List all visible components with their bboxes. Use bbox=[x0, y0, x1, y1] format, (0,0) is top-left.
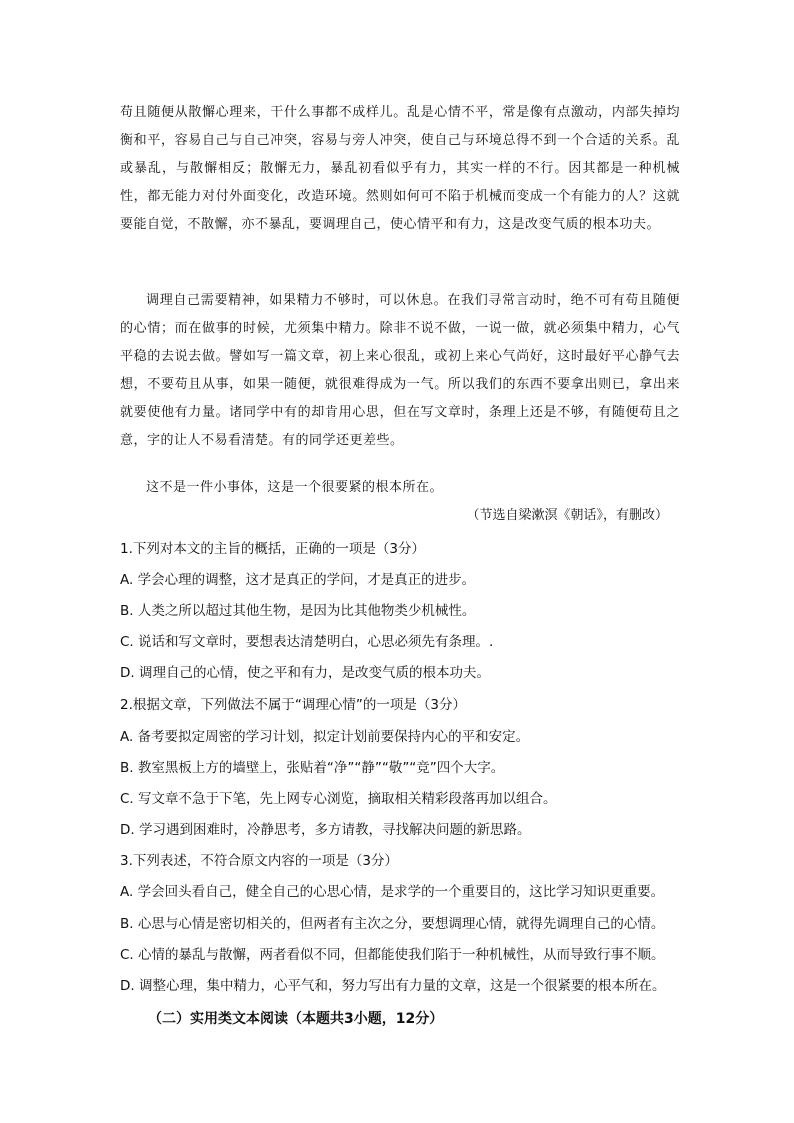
question-1-option-c: C. 说话和写文章时，要想表达清楚明白，心思必须先有条理。. bbox=[120, 634, 494, 650]
question-3-option-c: C. 心情的暴乱与散懈，两者看似不同，但都能使我们陷于一种机械性，从而导致行事不顺。 bbox=[120, 947, 665, 963]
question-2-stem: 2.根据文章，下列做法不属于“调理心情”的一项是（3分） bbox=[120, 697, 466, 713]
question-1-option-d: D. 调理自己的心情，使之平和有力，是改变气质的根本功夫。 bbox=[120, 665, 490, 681]
question-2-option-a: A. 备考要拟定周密的学习计划，拟定计划前要保持内心的平和安定。 bbox=[120, 729, 530, 745]
question-3-option-b: B. 心思与心情是密切相关的，但两者有主次之分，要想调理心情，就得先调理自己的心情。 bbox=[120, 916, 665, 932]
passage-paragraph-2 bbox=[120, 287, 680, 455]
passage-paragraph-1 bbox=[120, 99, 680, 239]
passage-source: （节选自梁漱溟《朝话》，有删改） bbox=[466, 508, 668, 523]
passage-text: 苟且随便从散懈心理来，干什么事都不成样儿。乱是心情不平，常是像有点激动，内部失掉均衡和平，容易自己与自己冲突，容易与旁人冲突，使自己与环境总得不到一个合适的关系。乱或暴乱，与散懈相反；散懈无力，暴乱初看似乎有力，其实一样的不行。因其都是一种机械性，都无能力对付外面变化，改造环境。然则如何可不陷于机械而变成一个有能力的人？这就要能自觉，不散懈，亦不暴乱，要调理自己，使心情平和有力，这是改变气质的根本功夫。 bbox=[120, 105, 680, 232]
question-1-option-a: A. 学会心理的调整，这才是真正的学问，才是真正的进步。 bbox=[120, 572, 476, 588]
question-3-stem: 3.下列表述，不符合原文内容的一项是（3分） bbox=[120, 853, 398, 869]
passage-text: 调理自己需要精神，如果精力不够时，可以休息。在我们寻常言动时，绝不可有苟且随便的心情；而在做事的时候，尤须集中精力。除非不说不做，一说一做，就必须集中精力，心气平稳的去说去做。譬如写一篇文章，初上来心很乱，或初上来心气尚好，这时最好平心静气去想，不要苟且从事，如果一随便，就很难得成为一气。所以我们的东西不要拿出则已，拿出来就要使他有力量。诸同学中有的却肯用心思，但在写文章时，条理上还是不够，有随便苟且之意，字的让人不易看清楚。有的同学还更差些。 bbox=[120, 293, 680, 448]
passage-paragraph-3 bbox=[120, 474, 680, 502]
question-1-stem: 1.下列对本文的主旨的概括，正确的一项是（3分） bbox=[120, 541, 425, 557]
question-3-option-a: A. 学会回头看自己，健全自己的心思心情，是求学的一个重要目的，这比学习知识更重要。 bbox=[120, 884, 665, 900]
question-2-option-b: B. 教室黑板上方的墙壁上，张贴着“净”“静”“敬”“竞”四个大字。 bbox=[120, 760, 505, 776]
question-1-option-b: B. 人类之所以超过其他生物，是因为比其他物类少机械性。 bbox=[120, 603, 476, 619]
question-2-option-d: D. 学习遇到困难时，冷静思考，多方请教，寻找解决问题的新思路。 bbox=[120, 822, 531, 838]
passage-text: 这不是一件小事体，这是一个很要紧的根本所在。 bbox=[146, 480, 444, 495]
question-3-option-d: D. 调整心理，集中精力，心平气和，努力写出有力量的文章，这是一个很紧要的根本所在。 bbox=[120, 978, 666, 994]
question-2-option-c: C. 写文章不急于下笔，先上网专心浏览，摘取相关精彩段落再加以组合。 bbox=[120, 791, 557, 807]
section-heading: （二）实用类文本阅读（本题共3小题，12分） bbox=[148, 1011, 444, 1027]
